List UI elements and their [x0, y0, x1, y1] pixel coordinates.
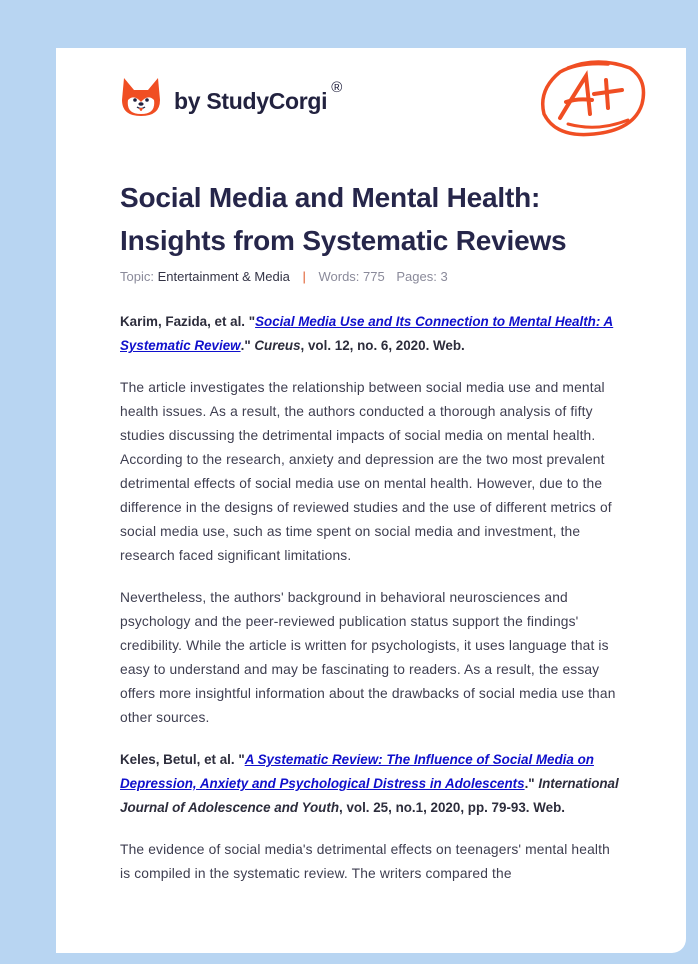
page-header: [56, 48, 686, 158]
citation-keles: Keles, Betul, et al. "A Systematic Review: The Influence of Social Media on Depression, Anxiety and Psychological Distress in Adolescents." International Journal of Adolescence and Youth, vol. 25, no.1, 2020, pp. 79-93. Web.: [120, 752, 619, 815]
paragraph: The evidence of social media's detrimental effects on teenagers' mental health is compiled in the systematic review. The writers compared the: [120, 842, 610, 881]
a-plus-grade-icon: [538, 58, 648, 140]
registered-mark: ®: [331, 78, 343, 96]
document-page: [56, 48, 686, 953]
paragraph: Nevertheless, the authors' background in behavioral neurosciences and psychology and the peer-reviewed publication status support the findings' credibility. While the article is written for psychologists, it uses language that is easy to understand and may be fascinating to readers. As a result, the essay offers more insightful information about the drawbacks of social media use than other sources.: [120, 590, 616, 725]
citation-karim: Karim, Fazida, et al. "Social Media Use and Its Connection to Mental Health: A Systematic Review." Cureus, vol. 12, no. 6, 2020. Web.: [120, 314, 614, 353]
citation-link-keles[interactable]: A Systematic Review: The Influence of Social Media on Depression, Anxiety and Psychological Distress in Adolescents: [120, 752, 594, 791]
page-title: Social Media and Mental Health: Insights from Systematic Reviews: [120, 182, 567, 256]
topic-value[interactable]: Entertainment & Media: [157, 269, 290, 284]
meta-separator: |: [302, 269, 306, 284]
article-content: [120, 176, 620, 886]
studycorgi-logo[interactable]: [120, 76, 342, 118]
citation-link-karim[interactable]: Social Media Use and Its Connection to Mental Health: A Systematic Review: [120, 314, 614, 353]
journal-name: Cureus: [254, 338, 301, 353]
word-count: 775: [363, 269, 385, 284]
journal-name: International Journal of Adolescence and Youth: [120, 776, 619, 815]
corgi-icon: [120, 76, 162, 118]
paragraph: The article investigates the relationship between social media use and mental health issues. As a result, the authors conducted a thorough analysis of fifty studies discussing the detrimental impacts of social media on mental health. According to the research, anxiety and depression are the two most prevalent detrimental effects of social media use on mental health. However, due to the difference in the designs of reviewed studies and the use of different metrics of social media use, such as time spent on social media and investment, the research faced significant limitations.: [120, 380, 612, 563]
page-count: 3: [440, 269, 448, 284]
article-meta: Topic: Entertainment & Media | Words: 775 Pages: 3: [120, 269, 448, 284]
logo-text: by StudyCorgi: [174, 87, 328, 114]
